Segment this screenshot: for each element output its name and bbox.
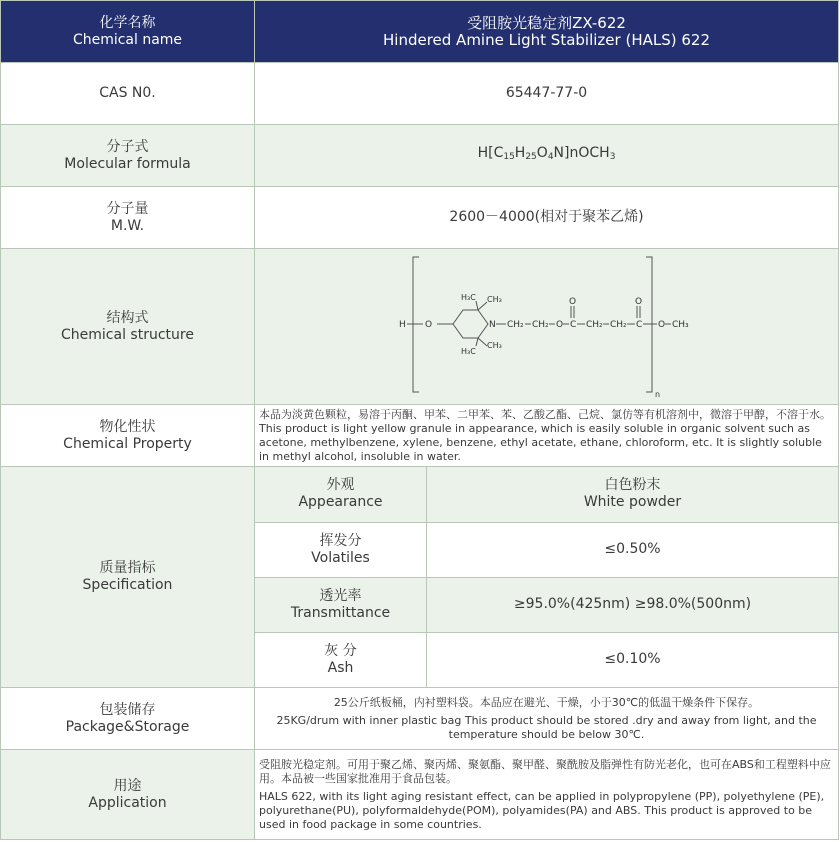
spec-ash-label: [255, 632, 427, 687]
header-value-en: Hindered Amine Light Stabilizer (HALS) 622: [383, 30, 710, 49]
methyl-ch3-top: CH₃: [487, 294, 502, 304]
formula-sub: 25: [525, 152, 537, 162]
carbonyl-o-1: O: [569, 296, 577, 307]
property-text-en: This product is light yellow granule in appearance, which is easily soluble in organic solvent such as acetone, methylbenzene, xylene, benzene, ethyl acetate, ethane, chloroform, etc. It is slightly soluble in methyl alcohol, insoluble in water.: [259, 421, 822, 463]
property-text-cell: [255, 405, 839, 467]
formula-sub: 4: [547, 152, 554, 162]
formula-part: H: [514, 145, 526, 161]
formula-label-cn: 分子式: [106, 138, 149, 155]
spec-ash-cn: 灰 分: [324, 642, 357, 659]
spec-appearance-value-cn: 白色粉末: [604, 477, 661, 494]
header-value-cn: 受阻胺光稳定剂ZX-622: [467, 13, 626, 32]
application-text-cell: [255, 750, 839, 840]
structure-cell: [255, 249, 839, 405]
spec-volatiles-label: [255, 522, 427, 577]
repeat-n: n: [655, 389, 661, 399]
package-label-en: Package&Storage: [65, 718, 190, 735]
formula-part: H[C: [477, 145, 504, 161]
spec-row-volatiles: [255, 522, 838, 577]
package-text-cn: 25公斤纸板桶，内衬塑料袋。本品应在避光、干燥，小于30℃的低温干燥条件下保存。: [333, 695, 760, 709]
chain-c-1: C: [570, 319, 577, 330]
structure-label-cn: 结构式: [106, 309, 149, 326]
spec-appearance-en: Appearance: [298, 494, 383, 511]
spec-ash-en: Ash: [327, 659, 354, 676]
chain-ch3-end: CH₃: [672, 319, 689, 330]
spec-transmittance-value: ≥95.0%(425nm) ≥98.0%(500nm): [427, 577, 839, 632]
chain-ch2-4: CH₂: [610, 319, 627, 330]
methyl-h3c-bottom: H₃C: [461, 346, 476, 356]
spec-row-ash: [255, 632, 838, 687]
property-label-cn: 物化性状: [99, 418, 156, 435]
spec-transmittance-cn: 透光率: [319, 587, 362, 604]
chain-o-end: O: [658, 319, 666, 330]
specification-label-en: Specification: [82, 577, 173, 593]
spec-ash-value: ≤0.10%: [604, 651, 661, 668]
cas-row: [1, 63, 839, 125]
structure-row: [1, 249, 839, 405]
header-label-cell: [1, 1, 255, 63]
formula-sub: 15: [503, 152, 515, 162]
mw-label-cn: 分子量: [106, 200, 149, 217]
formula-value: [255, 125, 839, 187]
spec-row-transmittance: [255, 577, 838, 632]
specification-label-cn: 质量指标: [99, 560, 156, 576]
package-text-en: 25KG/drum with inner plastic bag This product should be stored .dry and away from light, and the temperature should be below 30℃.: [276, 713, 817, 741]
mw-row: [1, 187, 839, 249]
package-label-cell: [1, 688, 255, 750]
header-label-en: Chemical name: [72, 31, 183, 48]
specification-row: [1, 467, 839, 688]
atom-n: N: [489, 319, 496, 330]
package-text-cell: [255, 688, 839, 750]
application-row: [1, 750, 839, 840]
methyl-ch3-bottom: CH₃: [487, 340, 502, 350]
formula-sub: 3: [609, 152, 616, 162]
mw-label-en: M.W.: [110, 217, 145, 234]
application-label-cn: 用途: [113, 777, 142, 794]
cas-label: CAS N0.: [1, 63, 255, 125]
specification-subtable: [255, 467, 838, 687]
spec-appearance-value-en: White powder: [583, 494, 682, 511]
spec-transmittance-en: Transmittance: [290, 604, 391, 621]
spec-appearance-cn: 外观: [326, 477, 355, 494]
spec-appearance-label: [255, 467, 427, 522]
header-row: [1, 1, 839, 63]
spec-transmittance-label: [255, 577, 427, 632]
formula-row: [1, 125, 839, 187]
formula-part: N]nOCH: [553, 145, 610, 161]
property-label-cell: [1, 405, 255, 467]
methyl-h3c-top: H₃C: [461, 292, 476, 302]
carbonyl-o-2: O: [635, 296, 643, 307]
chemical-structure-diagram: [255, 250, 840, 404]
mw-label-cell: [1, 187, 255, 249]
formula-label-cell: [1, 125, 255, 187]
spec-row-appearance: [255, 467, 838, 522]
property-row: [1, 405, 839, 467]
package-row: [1, 688, 839, 750]
formula-part: O: [536, 145, 548, 161]
spec-appearance-value: [427, 467, 839, 522]
chain-ch2-2: CH₂: [532, 319, 549, 330]
specification-label-cell: [1, 467, 255, 688]
mw-value: 2600－4000(相对于聚苯乙烯): [255, 187, 839, 249]
formula-label-en: Molecular formula: [64, 155, 191, 172]
application-label-cell: [1, 750, 255, 840]
chain-c-2: C: [636, 319, 643, 330]
property-label-en: Chemical Property: [63, 435, 192, 452]
chain-ch2-3: CH₂: [586, 319, 603, 330]
spec-volatiles-en: Volatiles: [311, 549, 370, 566]
application-text-en: HALS 622, with its light aging resistant effect, can be applied in polypropylene (PP), polyethylene (PE), polyurethane(PU), polyformaldehyde(POM), polyamides(PA) and ABS. This product is approved to be used in food package in some countries.: [259, 789, 825, 831]
atom-h: H: [399, 319, 406, 330]
header-label-cn: 化学名称: [99, 14, 156, 31]
structure-label-en: Chemical structure: [61, 326, 194, 343]
specification-cell: [255, 467, 839, 688]
atom-o: O: [425, 319, 433, 330]
application-label-en: Application: [88, 794, 167, 811]
chain-o: O: [556, 319, 564, 330]
property-text-cn: 本品为淡黄色颗粒，易溶于丙酮、甲苯、二甲苯、苯、乙酸乙酯、己烷、氯仿等有机溶剂中，微溶于甲醇，不溶于水。: [259, 407, 831, 421]
header-value-cell: [255, 1, 839, 63]
chain-ch2-1: CH₂: [507, 319, 524, 330]
application-text-cn: 受阻胺光稳定剂。可用于聚乙烯、聚丙烯、聚氨酯、聚甲醛、聚酰胺及脂弹性有防光老化，也可在ABS和工程塑料中应用。本品被一些国家批准用于食品包装。: [259, 757, 831, 785]
spec-volatiles-cn: 挥发分: [319, 532, 362, 549]
package-label-cn: 包装储存: [99, 701, 156, 718]
structure-label-cell: [1, 249, 255, 405]
spec-volatiles-value: ≤0.50%: [427, 522, 839, 577]
cas-value: 65447-77-0: [255, 63, 839, 125]
